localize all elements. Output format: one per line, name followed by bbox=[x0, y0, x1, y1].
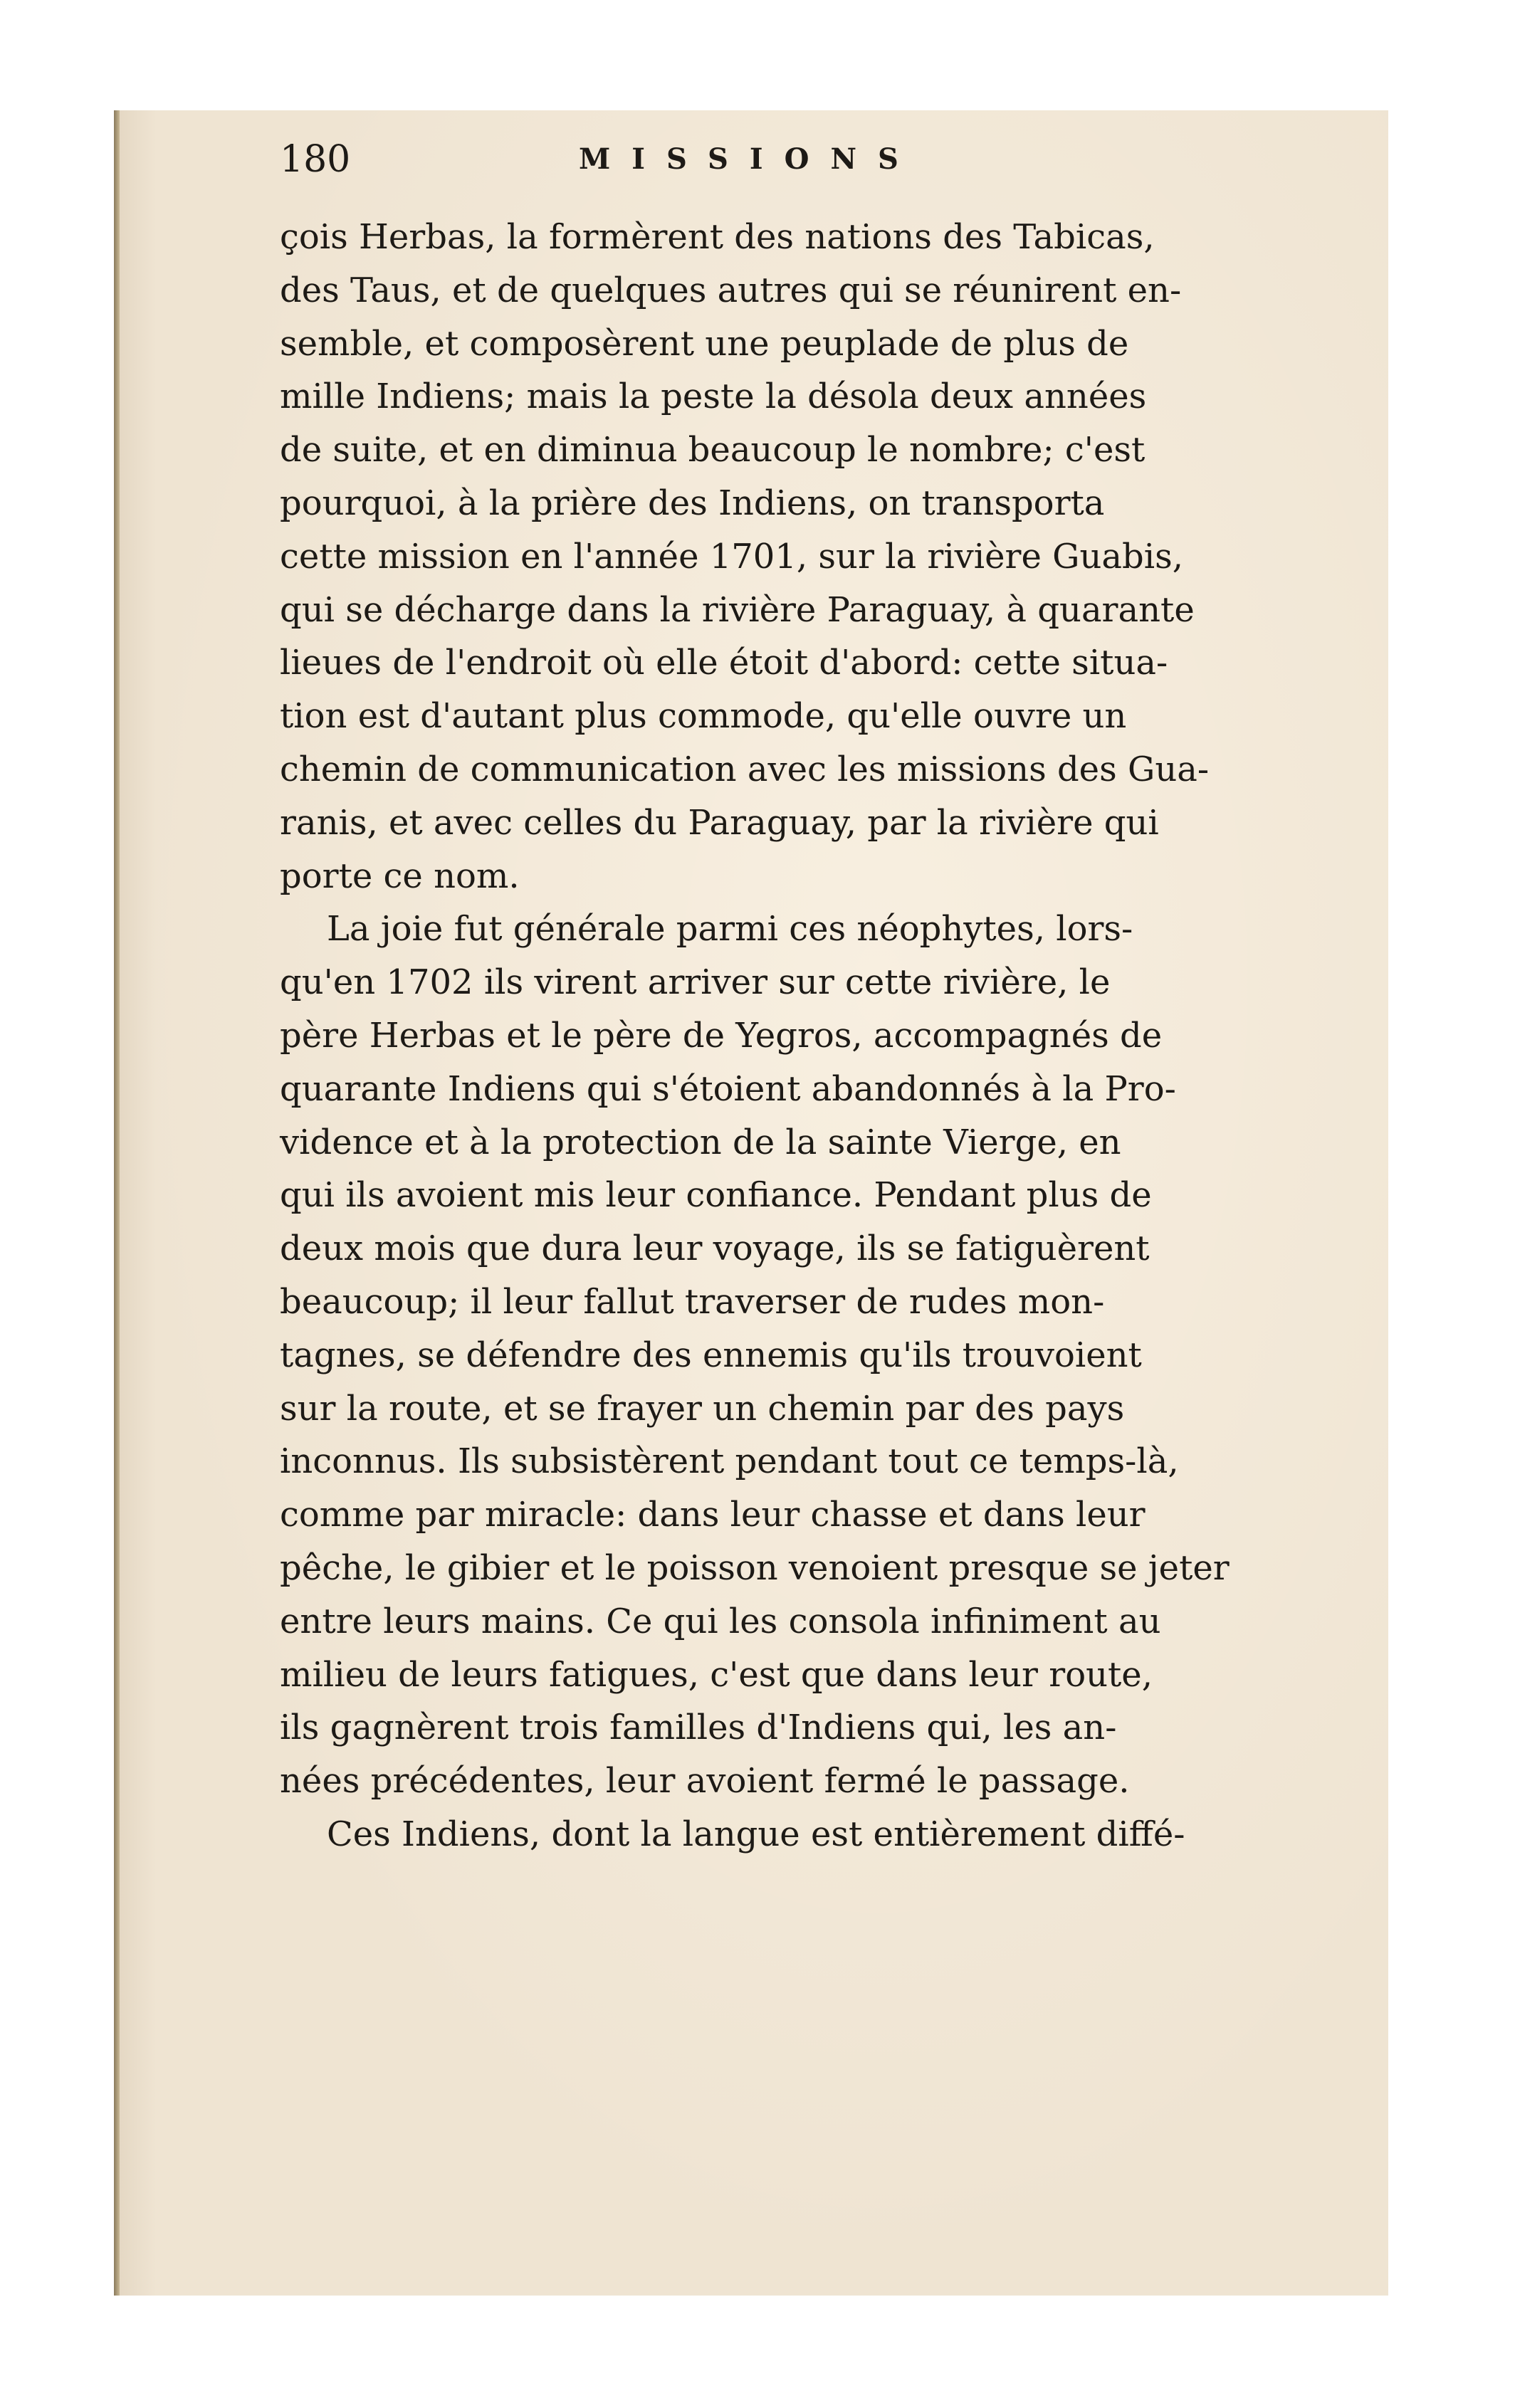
text-line: milieu de leurs fatigues, c'est que dans leur route, bbox=[280, 1654, 1153, 1695]
text-line: qui ils avoient mis leur confiance. Pendant plus de bbox=[280, 1175, 1152, 1216]
body-text bbox=[280, 211, 1230, 1861]
text-line: entre leurs mains. Ce qui les consola infiniment au bbox=[280, 1601, 1161, 1641]
page-gutter bbox=[114, 110, 120, 2296]
text-line: nées précédentes, leur avoient fermé le passage. bbox=[280, 1761, 1130, 1802]
text-line: des Taus, et de quelques autres qui se réunirent en- bbox=[280, 270, 1182, 310]
text-line: pourquoi, à la prière des Indiens, on transporta bbox=[280, 483, 1105, 523]
text-line: ranis, et avec celles du Paraguay, par la rivière qui bbox=[280, 802, 1159, 843]
text-line: inconnus. Ils subsistèrent pendant tout ce temps-là, bbox=[280, 1441, 1179, 1482]
text-line: père Herbas et le père de Yegros, accompagnés de bbox=[280, 1015, 1163, 1056]
page-number: 180 bbox=[280, 138, 351, 181]
text-line: qui se décharge dans la rivière Paraguay, à quarante bbox=[280, 589, 1195, 630]
text-line: quarante Indiens qui s'étoient abandonnés à la Pro- bbox=[280, 1068, 1176, 1109]
text-line: comme par miracle: dans leur chasse et dans leur bbox=[280, 1495, 1146, 1535]
text-line: porte ce nom. bbox=[280, 856, 520, 896]
text-line: pêche, le gibier et le poisson venoient presque se jeter bbox=[280, 1547, 1230, 1588]
text-line: tagnes, se défendre des ennemis qu'ils trouvoient bbox=[280, 1335, 1142, 1375]
text-line: beaucoup; il leur fallut traverser de rudes mon- bbox=[280, 1281, 1105, 1322]
running-head: MISSIONS bbox=[579, 142, 920, 176]
page-header bbox=[280, 138, 1020, 188]
text-line: qu'en 1702 ils virent arriver sur cette rivière, le bbox=[280, 962, 1111, 1003]
text-line: lieues de l'endroit où elle étoit d'abord: cette situa- bbox=[280, 643, 1168, 683]
text-line: deux mois que dura leur voyage, ils se fatiguèrent bbox=[280, 1229, 1150, 1269]
text-line: de suite, et en diminua beaucoup le nombre; c'est bbox=[280, 430, 1146, 470]
text-line: cette mission en l'année 1701, sur la rivière Guabis, bbox=[280, 536, 1183, 577]
text-line: çois Herbas, la formèrent des nations des Tabicas, bbox=[280, 217, 1155, 257]
paragraph-start-line: Ces Indiens, dont la langue est entièrement diffé- bbox=[327, 1814, 1185, 1854]
text-line: mille Indiens; mais la peste la désola deux années bbox=[280, 377, 1147, 417]
text-line: sur la route, et se frayer un chemin par des pays bbox=[280, 1388, 1125, 1429]
text-line: tion est d'autant plus commode, qu'elle ouvre un bbox=[280, 696, 1127, 737]
text-line: ils gagnèrent trois familles d'Indiens qui, les an- bbox=[280, 1708, 1117, 1748]
text-line: vidence et à la protection de la sainte Vierge, en bbox=[280, 1122, 1121, 1162]
paragraph-start-line: La joie fut générale parmi ces néophytes, lors- bbox=[327, 909, 1133, 950]
text-line: semble, et composèrent une peuplade de plus de bbox=[280, 323, 1129, 364]
text-line: chemin de communication avec les missions des Gua- bbox=[280, 749, 1210, 789]
